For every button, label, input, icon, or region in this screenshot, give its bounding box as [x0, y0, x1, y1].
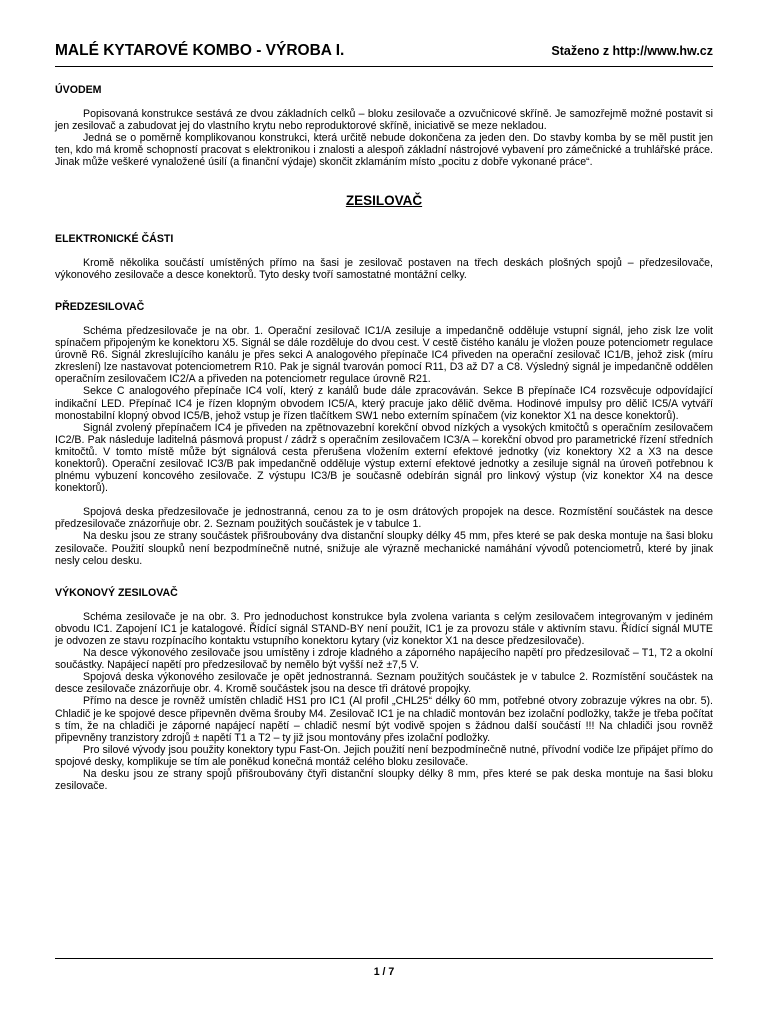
- paragraph: Sekce C analogového přepínače IC4 volí, který z kanálů bude dále zpracováván. Sekce B přepínače IC4 rozsvěcuje odpovídající indikační LED. Přepínač IC4 je řízen klopným obvodem IC5/A, který pracuje jako dělič dvěma. Hodinové impulsy pro dělič IC5/A vytváří monostabilní klopný obvod IC5/B, jehož vstup je řízen tlačítkem SW1 nebo externím spínačem (viz konektor X1 na desce konektorů).: [55, 385, 713, 422]
- heading-predzesilovac: PŘEDZESILOVAČ: [55, 300, 145, 313]
- paragraph: Na desce výkonového zesilovače jsou umístěny i zdroje kladného a záporného napájecího napětí pro předzesilovač – T1, T2 a okolní součástky. Napájecí napětí pro předzesilovač by nemělo být vyšší než ±7,5 V.: [55, 647, 713, 672]
- paragraph: Kromě několika součástí umístěných přímo na šasi je zesilovač postaven na třech deskách plošných spojů – předzesilovače, výkonového zesilovače a desce konektorů. Tyto desky tvoří samostatné montážní celky.: [55, 256, 713, 281]
- section-title: ZESILOVAČ: [345, 192, 423, 208]
- paragraph: Na desku jsou ze strany spojů přišroubovány čtyři distanční sloupky délky 8 mm, přes které se pak deska montuje na šasi bloku zesilovače.: [55, 768, 713, 793]
- paragraph: Spojová deska předzesilovače je jednostranná, cenou za to je osm drátových propojek na desce. Rozmístění součástek na desce předzesilovače znázorňuje obr. 2. Seznam použitých součástek je v tabulce 1.: [55, 506, 713, 531]
- paragraph: Na desku jsou ze strany součástek přišroubovány dva distanční sloupky délky 45 mm, přes které se pak deska montuje na šasi bloku zesilovače. Použití sloupků není bezpodmínečně nutné, snižuje ale výrazně mechanické namáhání vývodů potenciometrů, které by jinak nesly celou desku.: [55, 530, 713, 567]
- heading-uvodem: ÚVODEM: [55, 84, 102, 96]
- heading-elektronicke-casti: ELEKTRONICKÉ ČÁSTI: [55, 232, 174, 245]
- heading-vykonovy-zesilovac: VÝKONOVÝ ZESILOVAČ: [55, 586, 178, 599]
- footer-divider: [55, 958, 713, 959]
- paragraph: Pro silové vývody jsou použity konektory typu Fast-On. Jejich použití není bezpodmínečně nutné, přívodní vodiče lze připájet přímo do spojové desky, komplikuje se tím ale poněkud konečná montáž celého bloku zesilovače.: [55, 743, 713, 768]
- paragraph: Popisovaná konstrukce sestává ze dvou základních celků – bloku zesilovače a ozvučnicové skříně. Je samozřejmě možné postavit si jen zesilovač a zabudovat jej do vlastního krytu nebo reproduktorové skříně, iniciativě se meze nekladou.: [55, 108, 713, 133]
- paragraph: Jedná se o poměrně komplikovanou konstrukci, která určitě nebude dokončena za jeden den. Do stavby komba by se měl pustit jen ten, kdo má kromě schopností pracovat s elektronikou i znalosti a alespoň základní nástrojové vybavení pro zámečnické a truhlářské práce. Jinak může veškeré vynaložené úsilí (a finanční výdaje) skončit zklamáním místo „pocitu z dobře vykonané práce“.: [55, 132, 713, 169]
- document-title: MALÉ KYTAROVÉ KOMBO - VÝROBA I.: [55, 42, 345, 59]
- page-header: [55, 42, 713, 67]
- paragraph: Spojová deska výkonového zesilovače je opět jednostranná. Seznam použitých součástek je v tabulce 2. Rozmístění součástek na desce zesilovače znázorňuje obr. 4. Kromě součástek jsou na desce tři drátové propojky.: [55, 671, 713, 696]
- paragraph: Signál zvolený přepínačem IC4 je přiveden na zpětnovazební korekční obvod nízkých a vysokých kmitočtů s operačním zesilovačem IC2/B. Pak následuje laditelná pásmová propust / zádrž s operačním zesilovačem IC3/A – korekční obvod pro parametrické řízení středních kmitočtů. V tomto místě může být signálová cesta přerušena vložením externí efektové jednotky (viz konektory X2 a X3 na desce konektorů). Operační zesilovač IC3/B pak impedančně odděluje výstup externí efektové jednotky a zesiluje signál na úroveň potřebnou k plnému vybuzení koncového zesilovače. Z výstupu IC3/B je současně odebírán signál pro linkový výstup (viz konektor X4 na desce konektorů).: [55, 421, 713, 495]
- paragraph: Schéma předzesilovače je na obr. 1. Operační zesilovač IC1/A zesiluje a impedančně odděluje vstupní signál, jeho zisk lze volit spínačem připojeným ke konektoru X5. Signál se dále rozděluje do dvou cest. V cestě čistého kanálu je vložen pouze potenciometr regulace úrovně R6. Signál zkreslujícího kanálu je přes sekci A analogového přepínače IC4 přiveden na operační zesilovač IC1/B, jehož zisk (míru zkreslení) lze nastavovat potenciometrem R10. Pak je signál tvarován pomocí R11, D3 až D7 a C8. Výsledný signál je impedančně oddělen operačním zesilovačem IC2/A a přiveden na potenciometr regulace úrovně R21.: [55, 324, 713, 386]
- document-body: [55, 84, 713, 792]
- page-number: 1 / 7: [373, 966, 395, 978]
- paragraph: Přímo na desce je rovněž umístěn chladič HS1 pro IC1 (Al profil „CHL25“ délky 60 mm, potřebné otvory zobrazuje výkres na obr. 5). Chladič je ke spojové desce připevněn dvěma šrouby M4. Zesilovač IC1 je na chladič montován bez izolační podložky, takže je třeba počítat s tím, že na chladiči je záporné napájecí napětí – chladič nesmí být vodivě spojen s žádnou další součástí !!! Na chladiči jsou rovněž připevněny tranzistory zdrojů ± napětí T1 a T2 – ty již jsou montovány přes izolační podložky.: [55, 695, 713, 744]
- paragraph: Schéma zesilovače je na obr. 3. Pro jednoduchost konstrukce byla zvolena varianta s celým zesilovačem integrovaným v jediném obvodu IC1. Zapojení IC1 je katalogové. Řídící signál STAND-BY není použit, IC1 je za provozu stále v aktivním stavu. Řídící signál MUTE je odvozen ze stavu rozpínacího kontaktu vstupního konektoru kytary (viz konektor X1 na desce předzesilovače).: [55, 610, 713, 647]
- source-link[interactable]: Staženo z http://www.hw.cz: [551, 44, 713, 58]
